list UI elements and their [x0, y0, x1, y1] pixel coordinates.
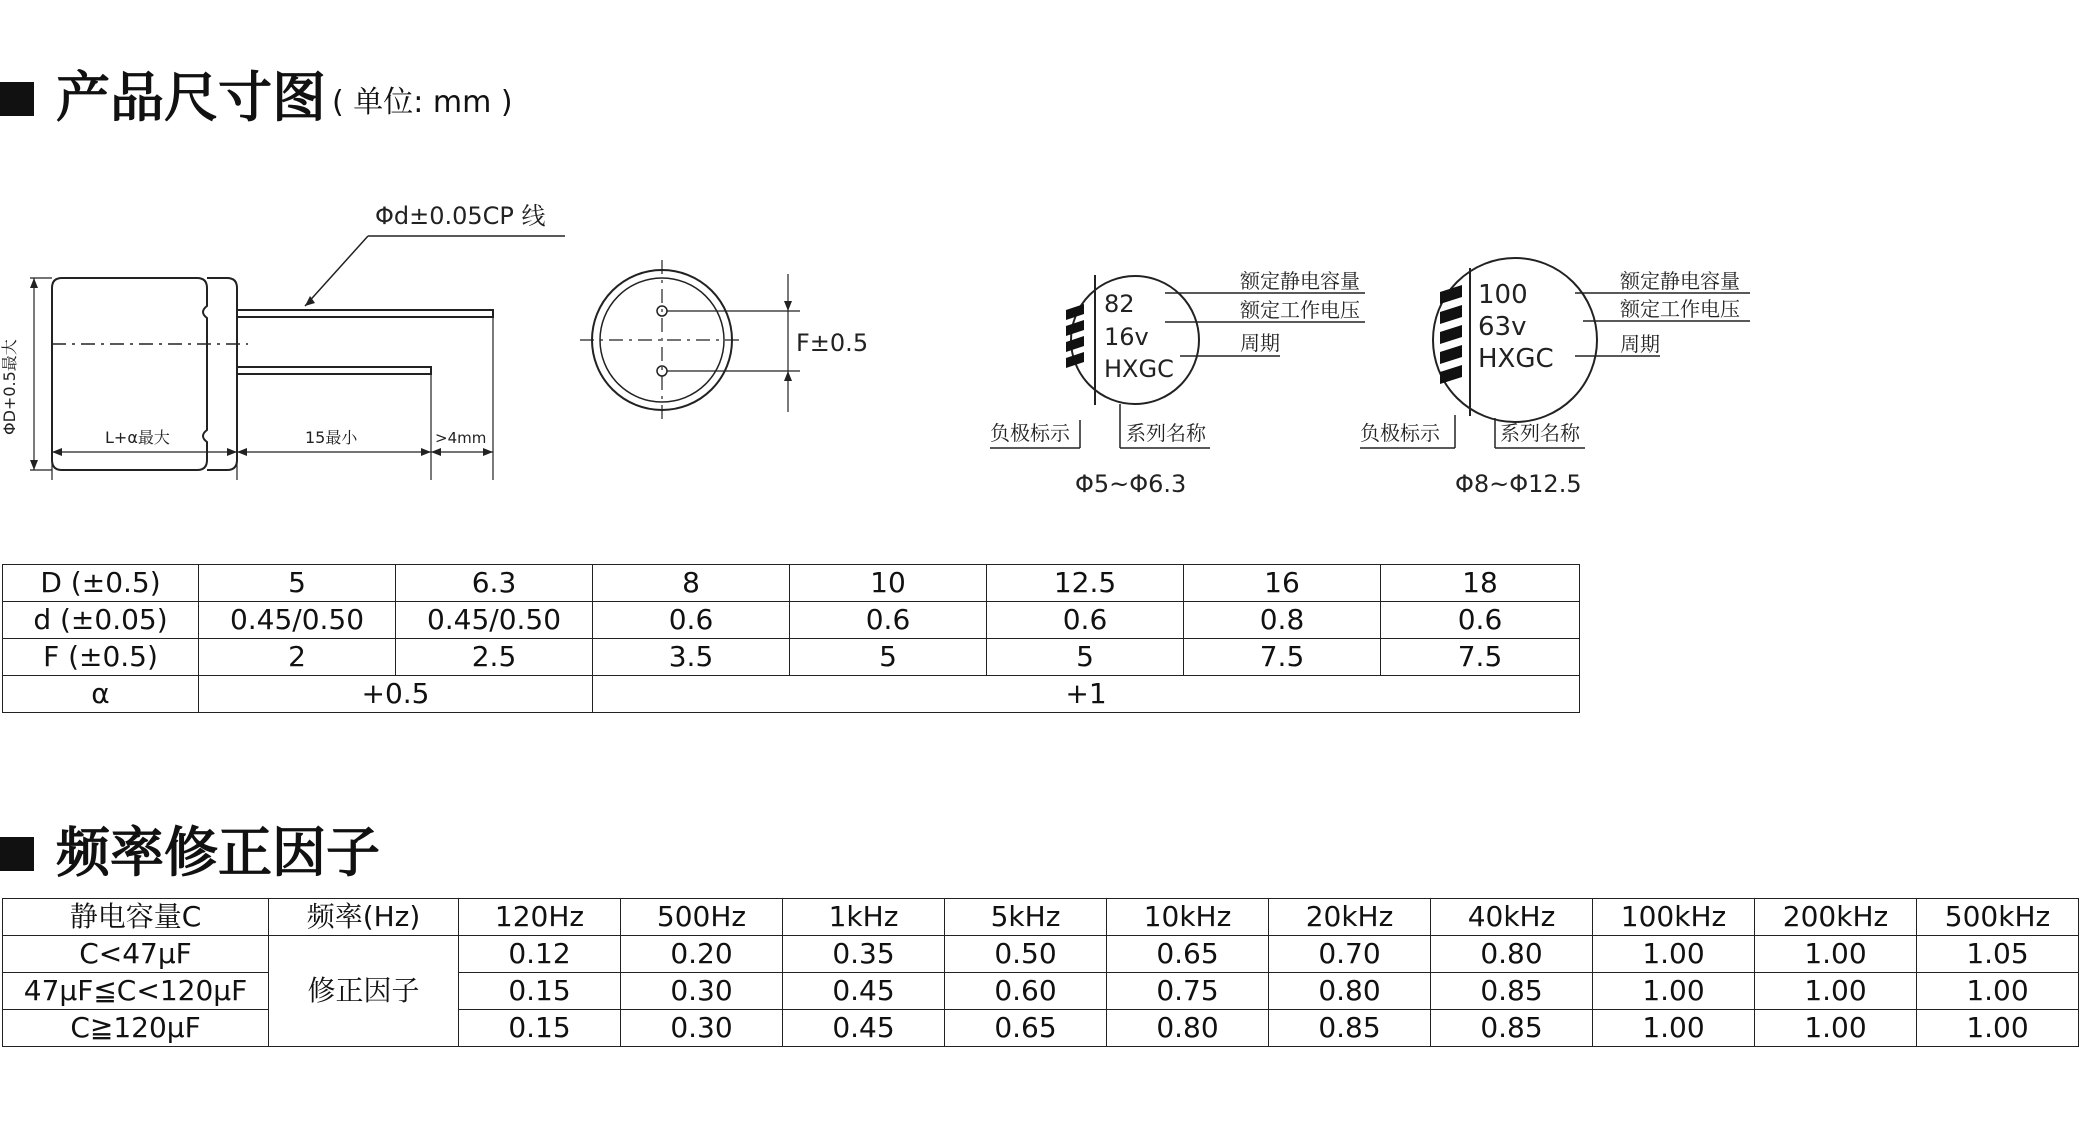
row-header-cell: D (±0.5): [3, 565, 199, 602]
column-header-cell: 10kHz: [1107, 899, 1269, 936]
table-cell: 0.85: [1431, 973, 1593, 1010]
dimension-table: [2, 564, 1580, 713]
table-cell: 3.5: [593, 639, 790, 676]
large-voltage: 63v: [1478, 312, 1527, 342]
table-row: [3, 565, 1580, 602]
small-series: HXGC: [1104, 355, 1174, 383]
brand-logo-icon: [1066, 304, 1084, 368]
table-cell: 0.50: [945, 936, 1107, 973]
table-cell: 1.00: [1593, 973, 1755, 1010]
small-label-capacitance: 额定静电容量: [1240, 269, 1360, 293]
column-header-cell: 120Hz: [459, 899, 621, 936]
large-label-negative: 负极标示: [1360, 421, 1440, 445]
column-header-cell: 100kHz: [1593, 899, 1755, 936]
small-capacitance: 82: [1104, 290, 1135, 318]
table-cell: 0.35: [783, 936, 945, 973]
table-cell: 0.6: [987, 602, 1184, 639]
table-cell: 1.00: [1755, 973, 1917, 1010]
square-bullet-icon: [0, 837, 34, 871]
table-cell: 5: [790, 639, 987, 676]
column-header-cell: 40kHz: [1431, 899, 1593, 936]
large-series: HXGC: [1478, 344, 1554, 374]
small-label-period: 周期: [1240, 331, 1280, 355]
large-label-capacitance: 额定静电容量: [1620, 269, 1740, 293]
body-length-label: L+α最大: [105, 428, 170, 447]
frequency-title: 频率修正因子: [56, 821, 380, 884]
small-label-voltage: 额定工作电压: [1240, 298, 1360, 322]
table-cell: 7.5: [1184, 639, 1381, 676]
table-cell: 1.05: [1917, 936, 2079, 973]
table-cell: 0.15: [459, 1010, 621, 1047]
row-header-cell: 47μF≦C<120μF: [3, 973, 269, 1010]
large-label-voltage: 额定工作电压: [1620, 297, 1740, 321]
large-label-series: 系列名称: [1500, 421, 1580, 445]
square-bullet-icon: [0, 82, 34, 116]
section-title-dimensions: [0, 50, 513, 130]
table-header-row: [3, 899, 2079, 936]
table-cell: 0.6: [1381, 602, 1580, 639]
table-cell: 0.30: [621, 1010, 783, 1047]
table-cell: 1.00: [1593, 1010, 1755, 1047]
table-cell: 0.60: [945, 973, 1107, 1010]
column-header-cell: 500Hz: [621, 899, 783, 936]
row-header-cell: C≧120μF: [3, 1010, 269, 1047]
table-cell: 8: [593, 565, 790, 602]
table-cell: 0.45/0.50: [199, 602, 396, 639]
table-cell: 0.70: [1269, 936, 1431, 973]
column-header-cell: 500kHz: [1917, 899, 2079, 936]
large-range: Φ8~Φ12.5: [1455, 470, 1582, 498]
pitch-label: F±0.5: [796, 329, 869, 357]
diameter-label: ΦD+0.5最大: [0, 339, 19, 435]
table-cell: 0.85: [1269, 1010, 1431, 1047]
long-lead: [237, 310, 493, 317]
lead-label: Φd±0.05CP 线: [375, 202, 546, 230]
column-header-cell: 1kHz: [783, 899, 945, 936]
table-row: [3, 602, 1580, 639]
table-row: [3, 676, 1580, 713]
table-cell: 0.45: [783, 1010, 945, 1047]
row-header-cell: C<47μF: [3, 936, 269, 973]
table-cell: +0.5: [199, 676, 593, 713]
row-header-cell: α: [3, 676, 199, 713]
table-cell: 5: [987, 639, 1184, 676]
table-cell: +1: [593, 676, 1580, 713]
table-cell: 6.3: [396, 565, 593, 602]
row-header-cell: d (±0.05): [3, 602, 199, 639]
small-range: Φ5~Φ6.3: [1075, 470, 1187, 498]
table-cell: 0.12: [459, 936, 621, 973]
table-cell: 2: [199, 639, 396, 676]
table-cell: 0.65: [945, 1010, 1107, 1047]
table-cell: 0.45/0.50: [396, 602, 593, 639]
lead-length-label: 15最小: [305, 428, 358, 447]
table-cell: 5: [199, 565, 396, 602]
table-cell: 0.6: [593, 602, 790, 639]
large-label-period: 周期: [1620, 332, 1660, 356]
table-cell: 0.45: [783, 973, 945, 1010]
table-cell: 0.80: [1107, 1010, 1269, 1047]
column-header-cell: 5kHz: [945, 899, 1107, 936]
row-header-cell: F (±0.5): [3, 639, 199, 676]
column-header-cell: 200kHz: [1755, 899, 1917, 936]
table-cell: 0.20: [621, 936, 783, 973]
table-row: [3, 639, 1580, 676]
table-cell: 18: [1381, 565, 1580, 602]
table-cell: 1.00: [1917, 1010, 2079, 1047]
dimensions-title: 产品尺寸图: [56, 66, 326, 129]
small-label-series: 系列名称: [1126, 421, 1206, 445]
small-label-negative: 负极标示: [990, 421, 1070, 445]
dimensions-unit: ( 单位: mm ): [332, 85, 513, 120]
short-lead: [237, 367, 431, 374]
table-cell: 0.80: [1431, 936, 1593, 973]
frequency-correction-table: [2, 898, 2079, 1047]
capacitor-sleeve-end: [207, 278, 237, 470]
table-cell: 0.30: [621, 973, 783, 1010]
table-cell: 0.85: [1431, 1010, 1593, 1047]
table-cell: 1.00: [1917, 973, 2079, 1010]
table-cell: 0.75: [1107, 973, 1269, 1010]
table-cell: 1.00: [1593, 936, 1755, 973]
large-capacitance: 100: [1478, 280, 1528, 310]
column-header-cell: 20kHz: [1269, 899, 1431, 936]
lead-diff-label: >4mm: [435, 429, 487, 447]
column-header-cell: 静电容量C: [3, 899, 269, 936]
small-voltage: 16v: [1104, 323, 1149, 351]
table-cell: 0.8: [1184, 602, 1381, 639]
dimension-drawing: [0, 190, 1760, 510]
table-cell: 0.6: [790, 602, 987, 639]
table-cell: 2.5: [396, 639, 593, 676]
table-cell: 7.5: [1381, 639, 1580, 676]
table-cell: 0.65: [1107, 936, 1269, 973]
table-row: [3, 936, 2079, 973]
table-cell: 16: [1184, 565, 1381, 602]
table-cell: 12.5: [987, 565, 1184, 602]
brand-logo-icon: [1440, 285, 1462, 384]
table-cell: 0.15: [459, 973, 621, 1010]
table-cell: 1.00: [1755, 1010, 1917, 1047]
table-cell: 10: [790, 565, 987, 602]
section-title-frequency: [0, 805, 380, 885]
table-cell: 1.00: [1755, 936, 1917, 973]
column-header-cell: 频率(Hz): [269, 899, 459, 936]
merged-label-cell: 修正因子: [269, 936, 459, 1047]
table-cell: 0.80: [1269, 973, 1431, 1010]
